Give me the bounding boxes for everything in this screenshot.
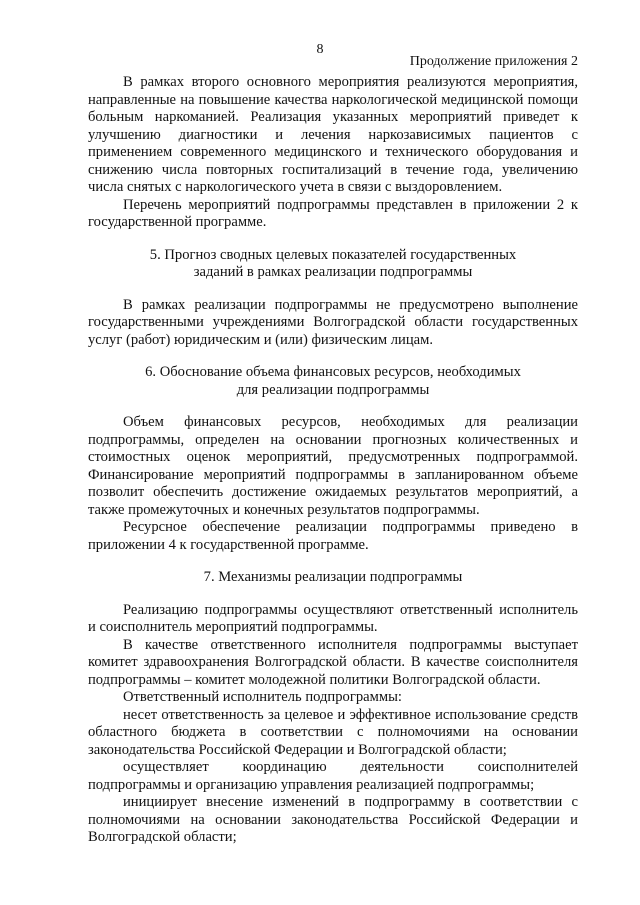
heading-line: 7. Механизмы реализации подпрограммы [203,569,463,585]
section-heading-7 [88,569,578,587]
paragraph: В рамках реализации подпрограммы не предусмотрено выполнение государственными учреждениями Волгоградской области государственных услуг (работ) юридическим и (или) физическим лицам. [88,296,578,348]
page-number: 8 [316,42,324,57]
paragraph: Реализацию подпрограммы осуществляют ответственный исполнитель и соисполнитель мероприятий подпрограммы. [88,601,578,635]
section-heading-5 [88,247,578,282]
appendix-continuation-note: Продолжение приложения 2 [409,54,578,69]
paragraph: Перечень мероприятий подпрограммы представлен в приложении 2 к государственной программе. [88,196,578,230]
document-body [88,74,578,847]
section-heading-6 [88,364,578,399]
paragraph: В качестве ответственного исполнителя подпрограммы выступает комитет здравоохранения Волгоградской области. В качестве соисполнителя подпрограммы – комитет молодежной политики Волгоградской области. [88,636,578,688]
paragraph: Объем финансовых ресурсов, необходимых для реализации подпрограммы, определен на основании прогнозных количественных и стоимостных оценок мероприятий, предусмотренных подпрограммой. Финансирование мероприятий подпрограммы в запланированном объеме позволит обеспечить достижение ожидаемых результатов мероприятий, а также промежуточных и конечных результатов подпрограммы. [88,414,578,518]
heading-line: заданий в рамках реализации подпрограммы [193,264,473,280]
paragraph: инициирует внесение изменений в подпрограмму в соответствии с полномочиями на основании законодательства Российской Федерации и Волгоградской области; [88,794,578,845]
paragraph: Ресурсное обеспечение реализации подпрограммы приведено в приложении 4 к государственной программе. [88,519,578,553]
heading-line: для реализации подпрограммы [236,381,430,398]
paragraph: осуществляет координацию деятельности соисполнителей подпрограммы и организацию управления реализацией подпрограммы; [88,759,578,793]
paragraph: несет ответственность за целевое и эффективное использование средств областного бюджета в соответствии с полномочиями на основании законодательства Российской Федерации и Волгоградской области; [88,706,578,758]
paragraph: Ответственный исполнитель подпрограммы: [123,689,402,705]
heading-line: 5. Прогноз сводных целевых показателей государственных [149,246,517,263]
paragraph: В рамках второго основного мероприятия реализуются мероприятия, направленные на повышение качества наркологической медицинской помощи больным наркоманией. Реализация указанных мероприятий приведет к улучшению диагностики и лечения наркозависимых пациентов с применением современного медицинского и технического оборудования и снижению числа повторных госпитализаций в течение года, увеличению числа снятых с наркологического учета в связи с выздоровлением. [88,74,578,195]
heading-line: 6. Обоснование объема финансовых ресурсов, необходимых [145,364,521,380]
